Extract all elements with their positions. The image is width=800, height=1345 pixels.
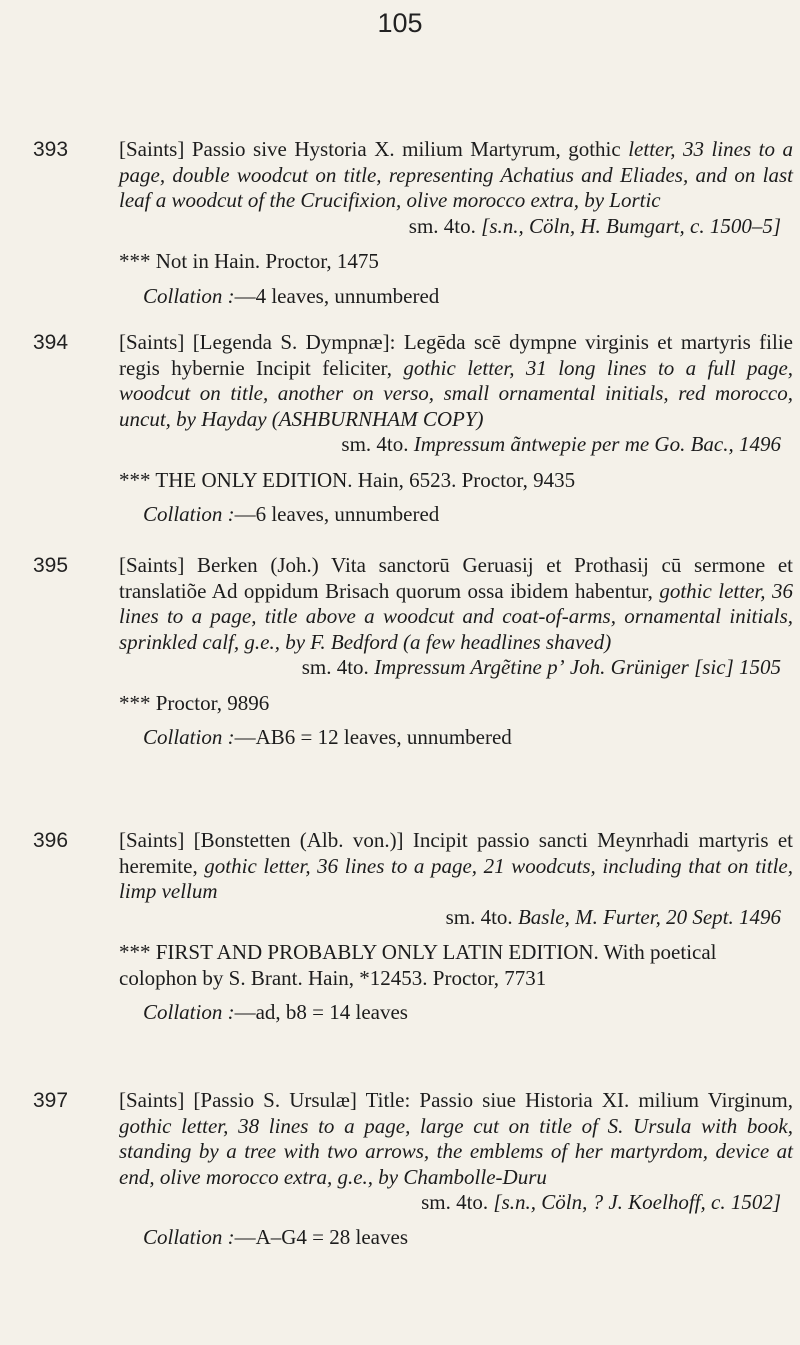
entry-imprint-text: [s.n., Cöln, ? J. Koelhoff, c. 1502] [493, 1190, 781, 1214]
catalogue-entry [33, 137, 793, 309]
catalogue-entry [33, 828, 793, 1026]
collation-value: —A–G4 = 28 leaves [234, 1224, 408, 1249]
entry-description [119, 828, 793, 905]
collation-label: Collation : [143, 502, 235, 526]
entry-format: sm. 4to. [445, 904, 513, 929]
entry-imprint [279, 905, 793, 931]
lot-number: 395 [33, 554, 69, 577]
entry-format: sm. 4to. [341, 432, 409, 456]
entry-heading: [Saints] [Passio S. Ursulæ] Title: Passio siue Historia XI. milium Virginum, [119, 1088, 793, 1112]
entry-imprint-text: Impressum ãntwepie per me Go. Bac., 1496 [413, 432, 781, 456]
entry-collation [143, 1225, 793, 1251]
entry-collation [143, 1000, 793, 1026]
collation-value: —AB6 = 12 leaves, unnumbered [234, 725, 512, 749]
entry-collation [143, 502, 793, 528]
entry-heading: [Saints] Passio sive Hystoria X. milium Martyrum, gothic [119, 137, 621, 161]
entry-details: gothic letter, 36 lines to a page, title above a woodcut and coat-of-arms, ornamental initials, sprinkled calf, g.e., by F. Bedford (a few headlines shaved) [119, 578, 793, 654]
entry-note: *** FIRST AND PROBABLY ONLY LATIN EDITION. With poetical colophon by S. Brant. Hain, *12453. Proctor, 7731 [119, 940, 717, 990]
lot-number: 397 [33, 1089, 69, 1112]
entry-imprint [279, 1190, 793, 1216]
entry-imprint [279, 432, 793, 458]
entry-format: sm. 4to. [301, 655, 369, 679]
catalogue-entry [33, 553, 793, 751]
entry-note: *** Not in Hain. Proctor, 1475 [119, 249, 379, 273]
entry-details: gothic letter, 31 long lines to a full page, woodcut on title, another on verso, small ornamental initials, red morocco, uncut, by Hayday (ASHBURNHAM COPY) [119, 355, 794, 431]
entry-heading: [Saints] Berken (Joh.) Vita sanctorū Geruasij et Prothasij cū sermone et translatiõe Ad oppidum Brisach quorum ossa ibidem habentur, [119, 553, 793, 603]
entry-description [119, 137, 793, 214]
collation-value: —6 leaves, unnumbered [234, 502, 440, 526]
entry-imprint-text: [s.n., Cöln, H. Bumgart, c. 1500–5] [481, 213, 781, 238]
catalogue-entry [33, 330, 793, 528]
entry-description [119, 553, 793, 655]
entry-imprint-text: Impressum Argẽtine pʼ Joh. Grüniger [sic] 1505 [374, 655, 781, 679]
lot-number: 394 [33, 331, 69, 354]
entry-note: *** THE ONLY EDITION. Hain, 6523. Proctor, 9435 [119, 467, 576, 492]
entry-heading: [Saints] [Legenda S. Dympnæ]: Legēda scē dympne virginis et martyris filie regis hybernie Incipit feliciter, [119, 330, 793, 380]
entry-imprint-text: Basle, M. Furter, 20 Sept. 1496 [517, 904, 781, 929]
collation-value: —ad, b8 = 14 leaves [234, 1000, 408, 1024]
collation-label: Collation : [143, 725, 235, 749]
entry-description [119, 1088, 793, 1190]
page-number: 105 [377, 8, 423, 38]
collation-label: Collation : [143, 283, 235, 308]
entry-imprint [279, 214, 793, 240]
entry-details: letter, 33 lines to a page, double woodcut on title, representing Achatius and Eliades, and on last leaf a woodcut of the Crucifixion, olive morocco extra, by Lortic [119, 137, 793, 212]
collation-value: —4 leaves, unnumbered [234, 283, 440, 308]
entry-format: sm. 4to. [421, 1190, 489, 1214]
entry-heading: [Saints] [Bonstetten (Alb. von.)] Incipit passio sancti Meynrhadi martyris et heremite, [119, 828, 793, 878]
collation-label: Collation : [143, 1224, 235, 1249]
collation-label: Collation : [143, 1000, 235, 1024]
catalogue-entry [33, 1088, 793, 1250]
lot-number: 396 [33, 829, 69, 852]
entry-details: gothic letter, 38 lines to a page, large cut on title of S. Ursula with book, standing by a tree with two arrows, the emblems of her martyrdom, device at end, olive morocco extra, g.e., by Chambolle-Duru [119, 1113, 793, 1189]
entry-collation [143, 725, 793, 751]
entry-note: *** Proctor, 9896 [119, 690, 270, 715]
entry-description [119, 330, 793, 432]
entry-format: sm. 4to. [408, 213, 476, 238]
entry-details: gothic letter, 36 lines to a page, 21 woodcuts, including that on title, limp vellum [119, 853, 793, 903]
entry-collation [143, 284, 793, 310]
entry-imprint [279, 655, 793, 681]
lot-number: 393 [33, 138, 69, 161]
